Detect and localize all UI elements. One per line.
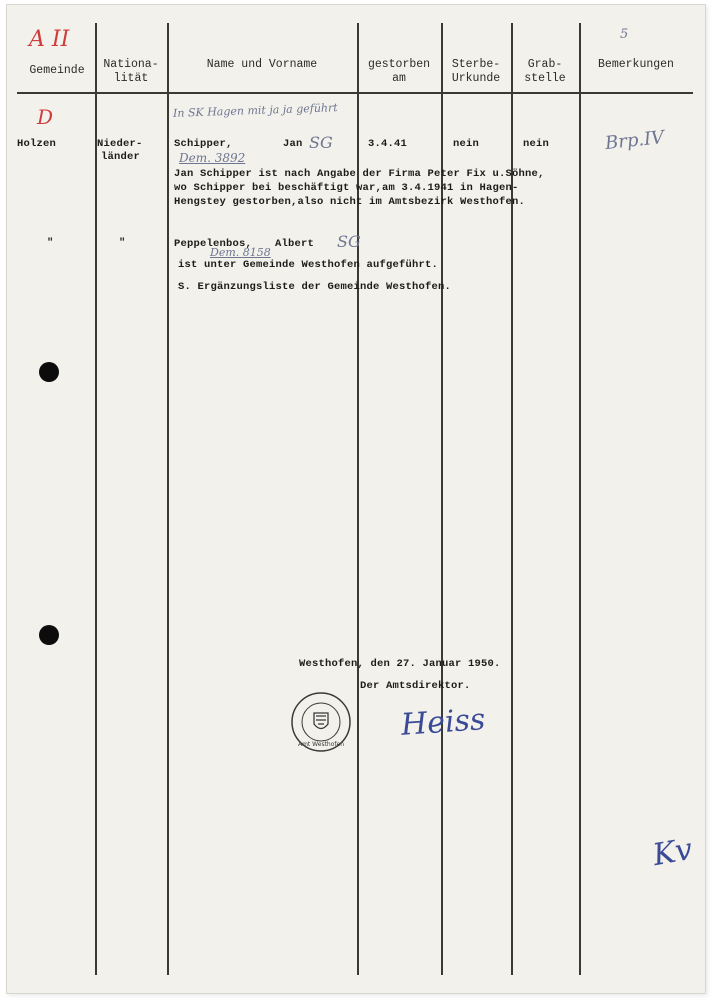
entry1-urkunde: nein <box>453 138 480 150</box>
header-urkunde-line1: Sterbe- <box>451 58 501 71</box>
archive-code: A II <box>29 27 70 52</box>
document-sheet <box>6 4 706 994</box>
entry1-nationality-line1: Nieder- <box>97 138 143 150</box>
entry1-gemeinde: Holzen <box>17 138 57 150</box>
entry2-text-line2: S. Ergänzungsliste der Gemeinde Westhofen. <box>178 281 452 293</box>
header-underline <box>17 92 693 94</box>
entry1-text-line3: Hengstey gestorben,also nicht im Amtsbezirk Westhofen. <box>174 196 526 208</box>
entry1-nationality-line2: länder <box>101 151 141 163</box>
header-gemeinde: Gemeinde <box>29 64 85 77</box>
official-stamp <box>290 691 352 753</box>
corner-mark: Kv <box>650 831 696 874</box>
column-divider <box>357 23 359 975</box>
header-grabstelle-line2: stelle <box>524 72 566 85</box>
signature: Heiss <box>399 702 487 743</box>
entry1-initials: SG <box>309 133 333 152</box>
entry2-doc-number: Dem. 8158 <box>210 246 271 259</box>
header-name: Name und Vorname <box>206 58 318 71</box>
header-nationalitaet-line1: Nationa- <box>103 58 159 71</box>
entry1-text-line2: wo Schipper bei beschäftigt war,am 3.4.1941 in Hagen- <box>174 182 519 194</box>
column-divider <box>441 23 443 975</box>
header-nationalitaet <box>95 58 167 86</box>
red-d-mark: D <box>37 105 54 129</box>
column-divider <box>167 23 169 975</box>
entry2-vorname: Albert <box>275 238 315 250</box>
entry1-doc-number: Dem. 3892 <box>179 151 246 165</box>
header-nationalitaet-line2: lität <box>113 72 149 85</box>
header-urkunde <box>441 58 511 86</box>
stamp-text: Amt Westhofen <box>297 741 345 748</box>
pencil-note: In SK Hagen mit ja ja geführt <box>172 101 338 120</box>
entry2-ditto-nationality: " <box>119 237 126 249</box>
header-gestorben <box>357 58 441 86</box>
remark-pencil: Brp.IV <box>604 126 666 155</box>
header-grabstelle <box>511 58 579 86</box>
entry1-vorname: Jan <box>283 138 303 150</box>
entry1-name: Schipper, <box>174 138 233 150</box>
column-divider <box>511 23 513 975</box>
punch-hole-top <box>39 362 59 382</box>
header-bemerkungen: Bemerkungen <box>598 58 674 71</box>
entry2-name: Peppelenbos, <box>174 238 253 250</box>
column-divider <box>95 23 97 975</box>
page-number: 5 <box>620 27 629 42</box>
entry1-date: 3.4.41 <box>368 138 408 150</box>
header-gestorben-line2: am <box>392 72 406 85</box>
entry1-grab: nein <box>523 138 550 150</box>
punch-hole-bottom <box>39 625 59 645</box>
entry2-initials: SG <box>337 232 361 251</box>
header-grabstelle-line1: Grab- <box>527 58 563 71</box>
entry2-ditto-gemeinde: " <box>47 237 54 249</box>
header-urkunde-line2: Urkunde <box>451 72 501 85</box>
director-title: Der Amtsdirektor. <box>360 680 471 692</box>
entry1-text-line1: Jan Schipper ist nach Angabe der Firma Peter Fix u.Söhne, <box>174 168 545 180</box>
header-gestorben-line1: gestorben <box>367 58 431 71</box>
place-date: Westhofen, den 27. Januar 1950. <box>299 658 501 670</box>
column-divider <box>579 23 581 975</box>
entry2-text-line1: ist unter Gemeinde Westhofen aufgeführt. <box>178 259 439 271</box>
